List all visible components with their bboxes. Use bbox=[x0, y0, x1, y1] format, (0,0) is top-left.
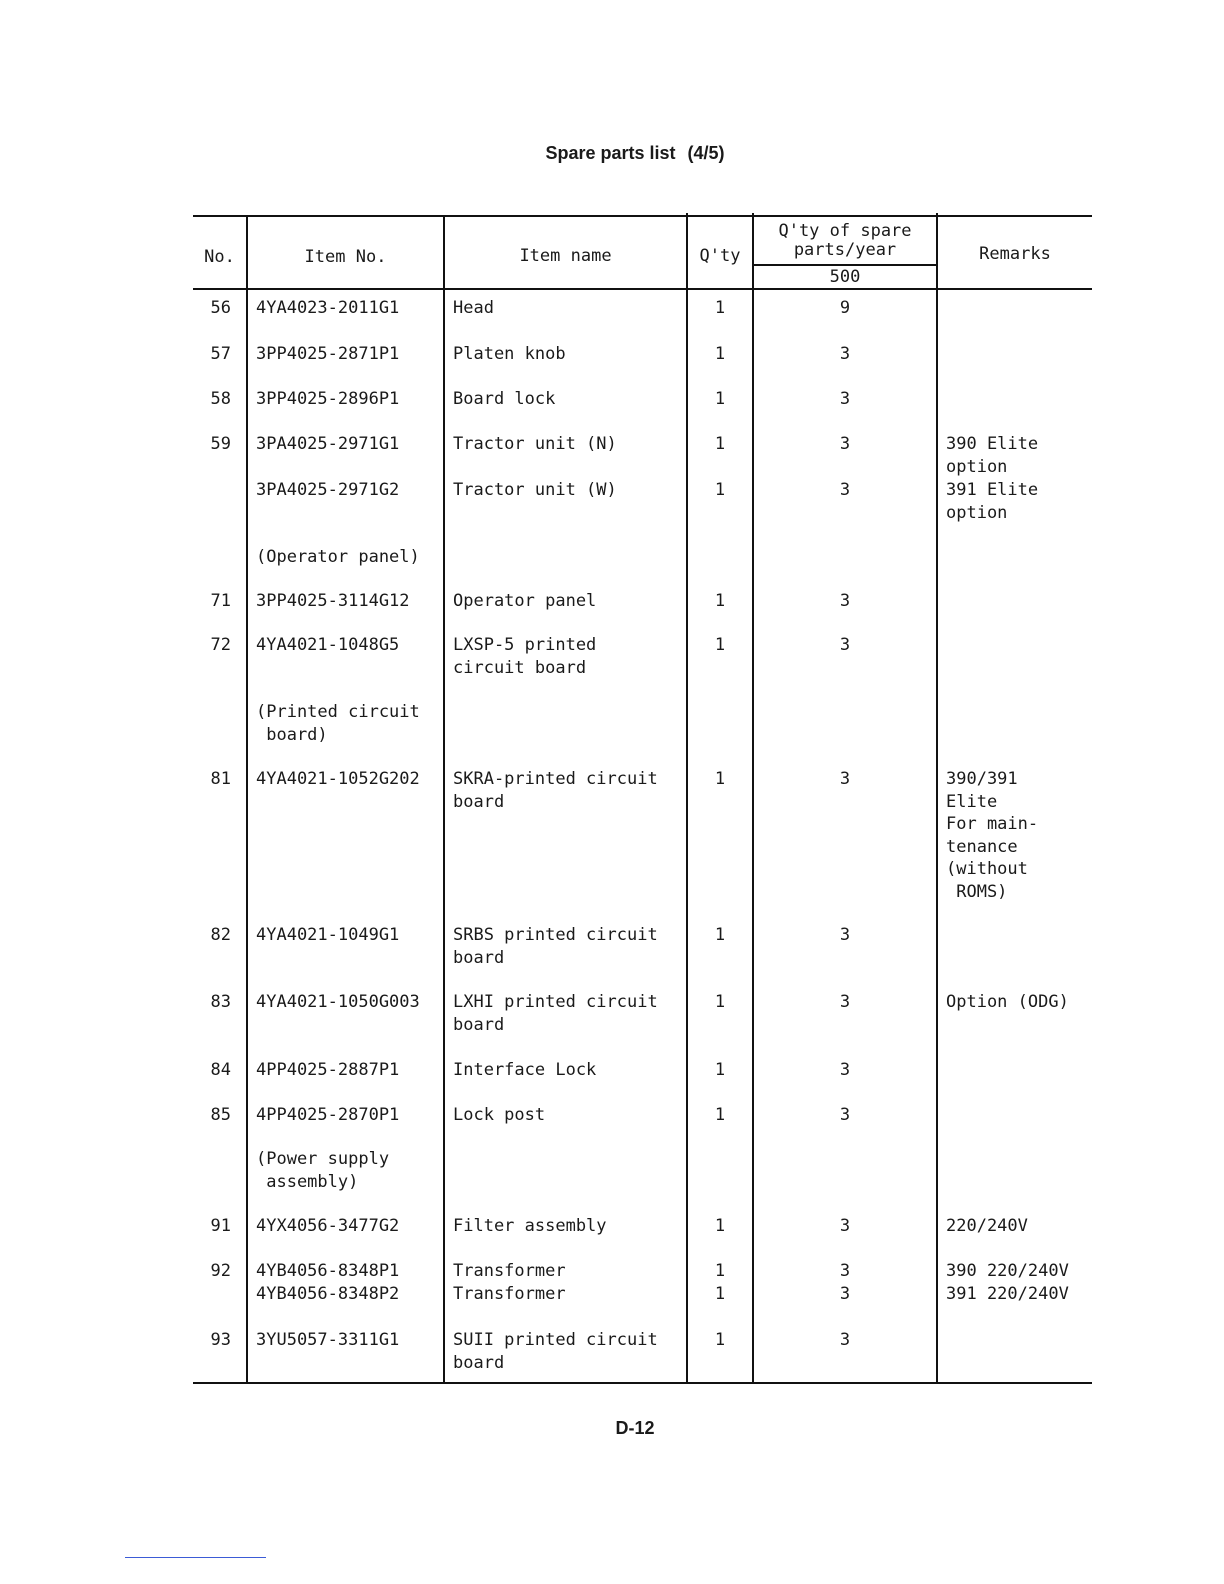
row-item-name: Transformer Transformer bbox=[453, 1261, 566, 1304]
row-qty: 1 bbox=[714, 1216, 726, 1236]
row-no: 59 bbox=[210, 434, 231, 454]
row-qty: 1 bbox=[714, 434, 726, 454]
bottom-link-rule bbox=[125, 1557, 266, 1558]
col-rule-1 bbox=[246, 215, 248, 1383]
row-qty: 1 bbox=[714, 1330, 726, 1350]
row-qty: 1 bbox=[714, 480, 726, 500]
row-spare: 3 bbox=[839, 769, 851, 789]
row-spare: 3 bbox=[839, 635, 851, 655]
header-spare-sub: 500 bbox=[829, 267, 861, 287]
header-item-no: Item No. bbox=[304, 247, 387, 267]
row-item-no: 4PP4025-2870P1 bbox=[256, 1105, 400, 1125]
header-qty: Q'ty bbox=[699, 246, 741, 266]
row-item-name: Tractor unit (W) bbox=[453, 480, 617, 500]
row-no: 92 bbox=[210, 1261, 231, 1281]
header-remarks: Remarks bbox=[979, 244, 1051, 264]
table-top-rule bbox=[193, 215, 1092, 217]
row-item-no: 4YA4021-1050G003 bbox=[256, 992, 420, 1012]
title-part: (4/5) bbox=[687, 143, 725, 163]
row-qty: 1 bbox=[714, 344, 726, 364]
row-no: 57 bbox=[210, 344, 231, 364]
row-remarks: 390 Elite option bbox=[946, 434, 1039, 477]
row-qty: 1 bbox=[714, 389, 726, 409]
header-spare-line2: parts/year bbox=[793, 240, 897, 260]
header-spare-line1: Q'ty of spare bbox=[778, 221, 912, 241]
row-no: 71 bbox=[210, 591, 231, 611]
row-spare: 3 bbox=[839, 1060, 851, 1080]
col-rule-5 bbox=[936, 213, 938, 1383]
row-item-no: 3PA4025-2971G2 bbox=[256, 480, 400, 500]
row-qty: 1 bbox=[714, 635, 726, 655]
row-no: 58 bbox=[210, 389, 231, 409]
row-item-no: 4YA4021-1049G1 bbox=[256, 925, 400, 945]
row-qty: 1 bbox=[714, 769, 726, 789]
row-no: 91 bbox=[210, 1216, 231, 1236]
row-item-no: 4YA4021-1048G5 bbox=[256, 635, 400, 655]
row-item-name: SRBS printed circuit board bbox=[453, 925, 658, 968]
row-spare: 3 bbox=[839, 591, 851, 611]
spare-sub-rule bbox=[753, 264, 938, 266]
row-item-name: LXHI printed circuit board bbox=[453, 992, 658, 1035]
row-qty: 1 bbox=[714, 1105, 726, 1125]
row-spare: 9 bbox=[839, 298, 851, 318]
row-no: 56 bbox=[210, 298, 231, 318]
title-text: Spare parts list bbox=[545, 143, 676, 163]
row-item-no: (Printed circuit board) bbox=[256, 702, 420, 745]
row-item-name: Operator panel bbox=[453, 591, 597, 611]
page-number: D-12 bbox=[615, 1418, 655, 1438]
row-spare: 3 bbox=[839, 434, 851, 454]
row-item-no: 4YX4056-3477G2 bbox=[256, 1216, 400, 1236]
row-item-no: 3PP4025-2871P1 bbox=[256, 344, 400, 364]
row-item-name: Filter assembly bbox=[453, 1216, 607, 1236]
row-no: 83 bbox=[210, 992, 231, 1012]
row-spare: 3 bbox=[839, 1216, 851, 1236]
row-item-no: (Power supply assembly) bbox=[256, 1149, 390, 1192]
row-item-name: Lock post bbox=[453, 1105, 546, 1125]
row-no: 93 bbox=[210, 1330, 231, 1350]
row-item-name: SUII printed circuit board bbox=[453, 1330, 658, 1373]
row-qty: 1 bbox=[714, 925, 726, 945]
col-rule-2 bbox=[443, 215, 445, 1383]
row-item-no: 4YA4021-1052G202 bbox=[256, 769, 420, 789]
row-item-name: Head bbox=[453, 298, 494, 318]
row-qty: 1 bbox=[714, 298, 726, 318]
header-item-name: Item name bbox=[519, 246, 612, 266]
row-no: 84 bbox=[210, 1060, 231, 1080]
header-bottom-rule bbox=[193, 288, 1092, 290]
row-spare: 3 bbox=[839, 344, 851, 364]
row-item-no: 4YB4056-8348P1 4YB4056-8348P2 bbox=[256, 1261, 400, 1304]
row-remarks: Option (ODG) bbox=[946, 992, 1069, 1012]
row-spare: 3 3 bbox=[839, 1261, 851, 1304]
row-qty: 1 bbox=[714, 1060, 726, 1080]
row-remarks: 390/391 Elite For main- tenance (without ROMS) bbox=[946, 769, 1039, 902]
row-item-no: 3PP4025-3114G12 bbox=[256, 591, 410, 611]
col-rule-4 bbox=[752, 213, 754, 1383]
row-no: 81 bbox=[210, 769, 231, 789]
header-no: No. bbox=[204, 247, 235, 267]
row-spare: 3 bbox=[839, 1105, 851, 1125]
row-item-name: Interface Lock bbox=[453, 1060, 597, 1080]
row-qty: 1 1 bbox=[714, 1261, 726, 1304]
row-spare: 3 bbox=[839, 1330, 851, 1350]
row-item-no: (Operator panel) bbox=[256, 547, 420, 567]
row-item-no: 3YU5057-3311G1 bbox=[256, 1330, 400, 1350]
row-item-no: 3PP4025-2896P1 bbox=[256, 389, 400, 409]
col-rule-3 bbox=[686, 213, 688, 1383]
row-item-name: SKRA-printed circuit board bbox=[453, 769, 658, 812]
row-item-no: 4YA4023-2011G1 bbox=[256, 298, 400, 318]
row-item-name: Board lock bbox=[453, 389, 556, 409]
row-remarks: 391 Elite option bbox=[946, 480, 1039, 523]
row-spare: 3 bbox=[839, 480, 851, 500]
row-no: 82 bbox=[210, 925, 231, 945]
row-item-no: 3PA4025-2971G1 bbox=[256, 434, 400, 454]
row-item-name: LXSP-5 printed circuit board bbox=[453, 635, 597, 678]
row-no: 85 bbox=[210, 1105, 231, 1125]
table-bottom-rule bbox=[193, 1382, 1092, 1384]
row-spare: 3 bbox=[839, 389, 851, 409]
row-item-name: Platen knob bbox=[453, 344, 566, 364]
row-item-name: Tractor unit (N) bbox=[453, 434, 617, 454]
row-item-no: 4PP4025-2887P1 bbox=[256, 1060, 400, 1080]
row-qty: 1 bbox=[714, 591, 726, 611]
row-qty: 1 bbox=[714, 992, 726, 1012]
row-spare: 3 bbox=[839, 925, 851, 945]
row-spare: 3 bbox=[839, 992, 851, 1012]
row-no: 72 bbox=[210, 635, 231, 655]
row-remarks: 390 220/240V 391 220/240V bbox=[946, 1261, 1069, 1304]
page-title bbox=[0, 143, 1224, 164]
row-remarks: 220/240V bbox=[946, 1216, 1028, 1236]
